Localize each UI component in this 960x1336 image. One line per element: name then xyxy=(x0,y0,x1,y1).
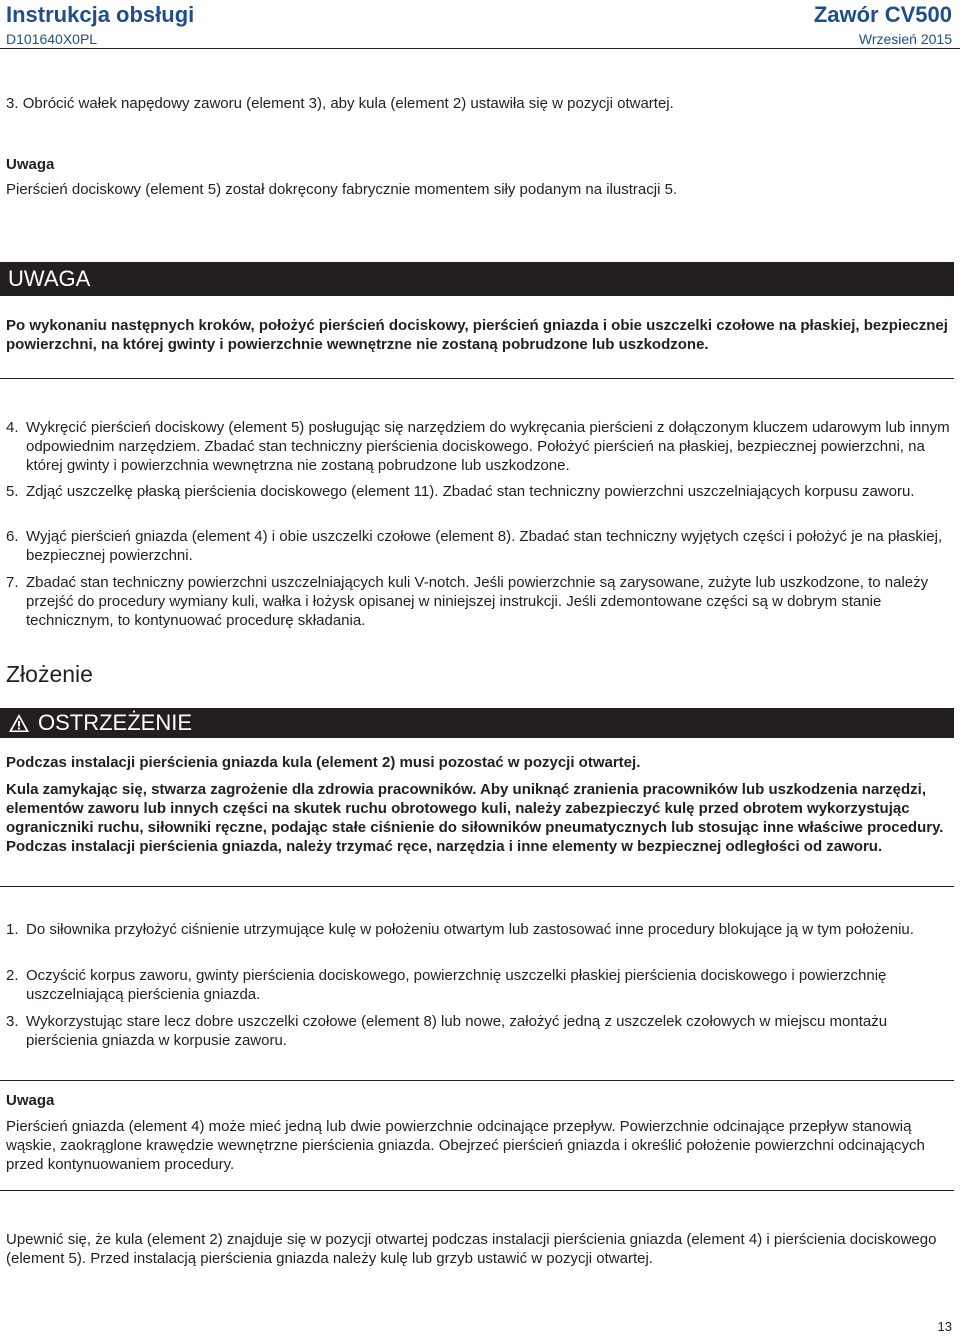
warning-triangle-icon xyxy=(8,713,30,733)
assembly-step-1 xyxy=(6,920,951,939)
header-right xyxy=(814,2,952,48)
step-text: Wyjąć pierścień gniazda (element 4) i obie uszczelki czołowe (element 8). Zbadać stan techniczny wyjętych części i położyć je na płaskiej, bezpiecznej powierzchni. xyxy=(26,528,943,564)
step-number: 1. xyxy=(6,921,19,938)
step-text: Do siłownika przyłożyć ciśnienie utrzymujące kulę w położeniu otwartym lub zastosować inne procedury blokujące ją w tym położeniu. xyxy=(26,921,914,938)
warning-label: OSTRZEŻENIE xyxy=(38,710,193,735)
step-4 xyxy=(6,418,951,475)
caution-text: Po wykonaniu następnych kroków, położyć pierścień dociskowy, pierścień gniazda i obie uszczelki czołowe na płaskiej, bezpiecznej powierzchni, na której gwinty i powierzchnie wewnętrzne nie zostaną pobrudzone lub uszkodzone. xyxy=(6,317,948,353)
step-text: Wykręcić pierścień dociskowy (element 5) posługując się narzędziem do wykręcania pierścieni z dołączonym kluczem udarowym lub innym odpowiednim narzędziem. Zbadać stan techniczny pierścienia dociskowego. Położyć pierścień na płaskiej, bezpiecznej powierzchni, na której gwinty i powierzchnia wewnętrzna nie zostaną pobrudzone lub uszkodzone. xyxy=(26,419,950,474)
warning-text-2: Kula zamykając się, stwarza zagrożenie dla zdrowia pracowników. Aby uniknąć zranienia pracowników lub uszkodzenia narzędzi, elementów zaworu lub innych części na skutek ruchu obrotowego kuli, należy zabezpieczyć kulę przed obrotem wykorzystując ograniczniki ruchu, siłowniki ręczne, podając stałe ciśnienie do siłowników pneumatycznych lub stosując inne właściwe procedury. Podczas instalacji pierścienia gniazda, należy trzymać ręce, narzędzia i inne elementy w bezpiecznej odległości od zaworu. xyxy=(6,781,944,855)
note-2-top-divider xyxy=(0,1080,954,1081)
step-number: 7. xyxy=(6,574,19,591)
assembly-step-2 xyxy=(6,966,951,1004)
step-number: 2. xyxy=(6,967,19,984)
step-7 xyxy=(6,573,951,630)
doc-title: Instrukcja obsługi xyxy=(6,2,195,27)
header-divider xyxy=(0,48,960,49)
note-1-text: Pierścień dociskowy (element 5) został dokręcony fabrycznie momentem siły podanym na ilustracji 5. xyxy=(6,181,678,198)
step-number: 3. xyxy=(6,1013,19,1030)
step-text: Wykorzystując stare lecz dobre uszczelki czołowe (element 8) lub nowe, założyć jedną z uszczelek czołowych w miejscu montażu pierścienia gniazda w korpusie zaworu. xyxy=(26,1013,888,1049)
step-number: 3. xyxy=(6,95,19,112)
doc-date: Wrzesień 2015 xyxy=(858,31,952,47)
step-text: Zbadać stan techniczny powierzchni uszczelniających kuli V-notch. Jeśli powierzchnie są zarysowane, zużyte lub uszkodzone, to należy przejść do procedury wymiany kuli, wałka i łożysk opisanej w niniejszej instrukcji. Jeśli zdemontowane części są w dobrym stanie technicznym, to kontynuować procedurę składania. xyxy=(26,574,929,629)
warning-bar xyxy=(0,708,954,738)
step-number: 4. xyxy=(6,419,19,436)
note-2-title: Uwaga xyxy=(6,1092,55,1109)
step-number: 6. xyxy=(6,528,19,545)
step-text: Zdjąć uszczelkę płaską pierścienia dociskowego (element 11). Zbadać stan techniczny powierzchni uszczelniających korpusu zaworu. xyxy=(26,483,915,500)
doc-code: D101640X0PL xyxy=(6,31,98,47)
section-title-assembly: Złożenie xyxy=(6,661,93,687)
caution-label: UWAGA xyxy=(8,266,91,291)
note-2-bottom-divider xyxy=(0,1190,954,1191)
header-left xyxy=(6,2,194,48)
closing-paragraph: Upewnić się, że kula (element 2) znajduje się w pozycji otwartej podczas instalacji pierścienia gniazda (element 4) i pierścienia dociskowego (element 5). Przed instalacją pierścienia gniazda należy kulę lub grzyb ustawić w pozycji otwartej. xyxy=(6,1231,937,1267)
caution-bar xyxy=(0,262,954,296)
step-3 xyxy=(6,94,951,113)
step-number: 5. xyxy=(6,483,19,500)
step-6 xyxy=(6,527,951,565)
page-number: 13 xyxy=(937,1319,952,1334)
step-5 xyxy=(6,482,951,501)
assembly-step-3 xyxy=(6,1012,951,1050)
product-name: Zawór CV500 xyxy=(813,2,952,27)
caution-divider xyxy=(0,378,954,379)
note-2-text: Pierścień gniazda (element 4) może mieć jedną lub dwie powierzchnie odcinające przepływ. Powierzchnie odcinające przepływ stanowią wąskie, zaokrąglone krawędzie wewnętrzne pierścienia gniazda. Obejrzeć pierścień gniazda i określić położenie powierzchni odcinających przed kontynuowaniem procedury. xyxy=(6,1118,925,1173)
step-text: Oczyścić korpus zaworu, gwinty pierścienia dociskowego, powierzchnię uszczelki płaskiej pierścienia dociskowego i powierzchnię uszczelniającą pierścienia gniazda. xyxy=(26,967,887,1003)
warning-divider xyxy=(0,886,954,887)
note-1-title: Uwaga xyxy=(6,156,55,173)
step-text: Obrócić wałek napędowy zaworu (element 3), aby kula (element 2) ustawiła się w pozycji otwartej. xyxy=(22,95,674,112)
warning-text-1: Podczas instalacji pierścienia gniazda kula (element 2) musi pozostać w pozycji otwartej. xyxy=(6,754,641,771)
